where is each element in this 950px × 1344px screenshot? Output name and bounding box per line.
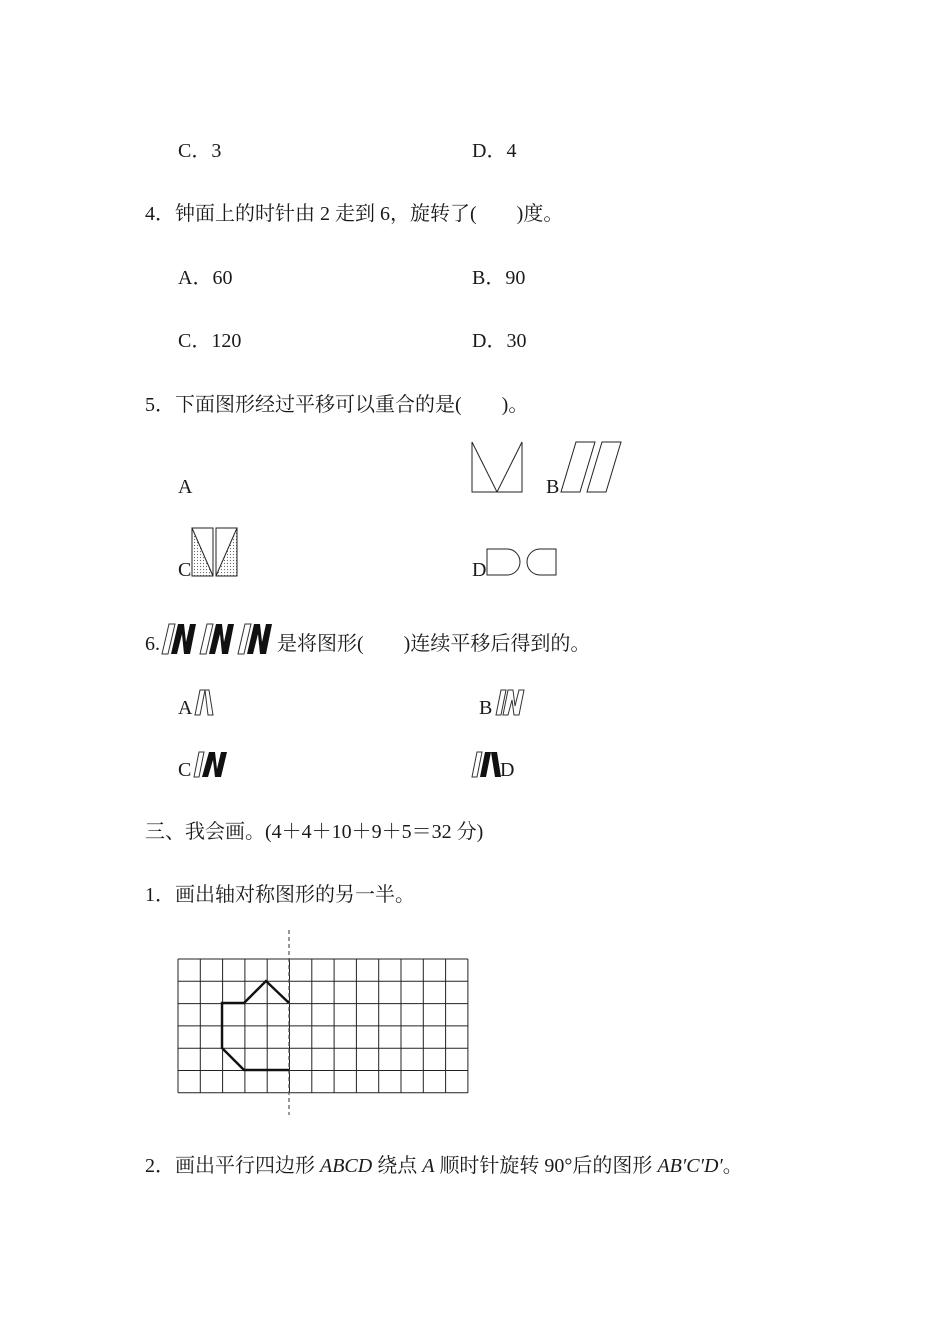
q5-option-d-label: D xyxy=(472,559,487,581)
q4-option-b: B．90 xyxy=(472,267,526,289)
q5-figure-c-shaded-rectangles xyxy=(190,526,240,580)
draw-q2-result: AB′C′D′ xyxy=(657,1155,723,1177)
draw-q2-prefix: 2．画出平行四边形 xyxy=(145,1155,320,1177)
q5-figure-a-triangles xyxy=(470,440,526,496)
q5-figure-b-parallelograms xyxy=(558,440,624,496)
q6-figure-b xyxy=(494,688,526,718)
draw-q2-stem xyxy=(145,1154,743,1178)
draw-q1-stem: 1．画出轴对称图形的另一半。 xyxy=(145,884,415,906)
q5-option-a-label: A xyxy=(178,476,193,498)
q6-figure-c xyxy=(192,750,236,780)
q5-option-b-label: B xyxy=(546,476,560,498)
q4-option-d: D．30 xyxy=(472,330,527,352)
q6-option-c-label: C xyxy=(178,759,192,781)
draw-q2-mid2: 顺时针旋转 90°后的图形 xyxy=(434,1155,658,1177)
symmetry-grid-figure xyxy=(170,925,475,1120)
q6-option-a-label: A xyxy=(178,697,193,719)
q5-figure-d-rounded-shapes xyxy=(484,544,564,580)
draw-q2-point-a: A xyxy=(422,1155,435,1177)
q3-option-c: C．3 xyxy=(178,140,222,162)
q6-number: 6. xyxy=(145,633,160,655)
q6-option-d-label: D xyxy=(500,759,515,781)
draw-q2-suffix: 。 xyxy=(722,1155,743,1177)
q6-option-b-label: B xyxy=(479,697,493,719)
q4-option-a: A．60 xyxy=(178,267,233,289)
draw-q2-mid1: 绕点 xyxy=(372,1155,423,1177)
q6-pattern-figure xyxy=(160,622,278,656)
q4-stem: 4．钟面上的时针由 2 走到 6，旋转了( )度。 xyxy=(145,203,564,225)
q6-figure-a xyxy=(193,688,217,718)
q5-stem: 5．下面图形经过平移可以重合的是( )。 xyxy=(145,394,529,416)
q4-option-c: C．120 xyxy=(178,330,242,352)
section-heading: 三、我会画。(4＋4＋10＋9＋5＝32 分) xyxy=(145,821,484,843)
q5-option-c-label: C xyxy=(178,559,192,581)
draw-q2-abcd: ABCD xyxy=(320,1155,373,1177)
q3-option-d: D．4 xyxy=(472,140,517,162)
q6-stem: 是将图形( )连续平移后得到的。 xyxy=(277,633,591,655)
